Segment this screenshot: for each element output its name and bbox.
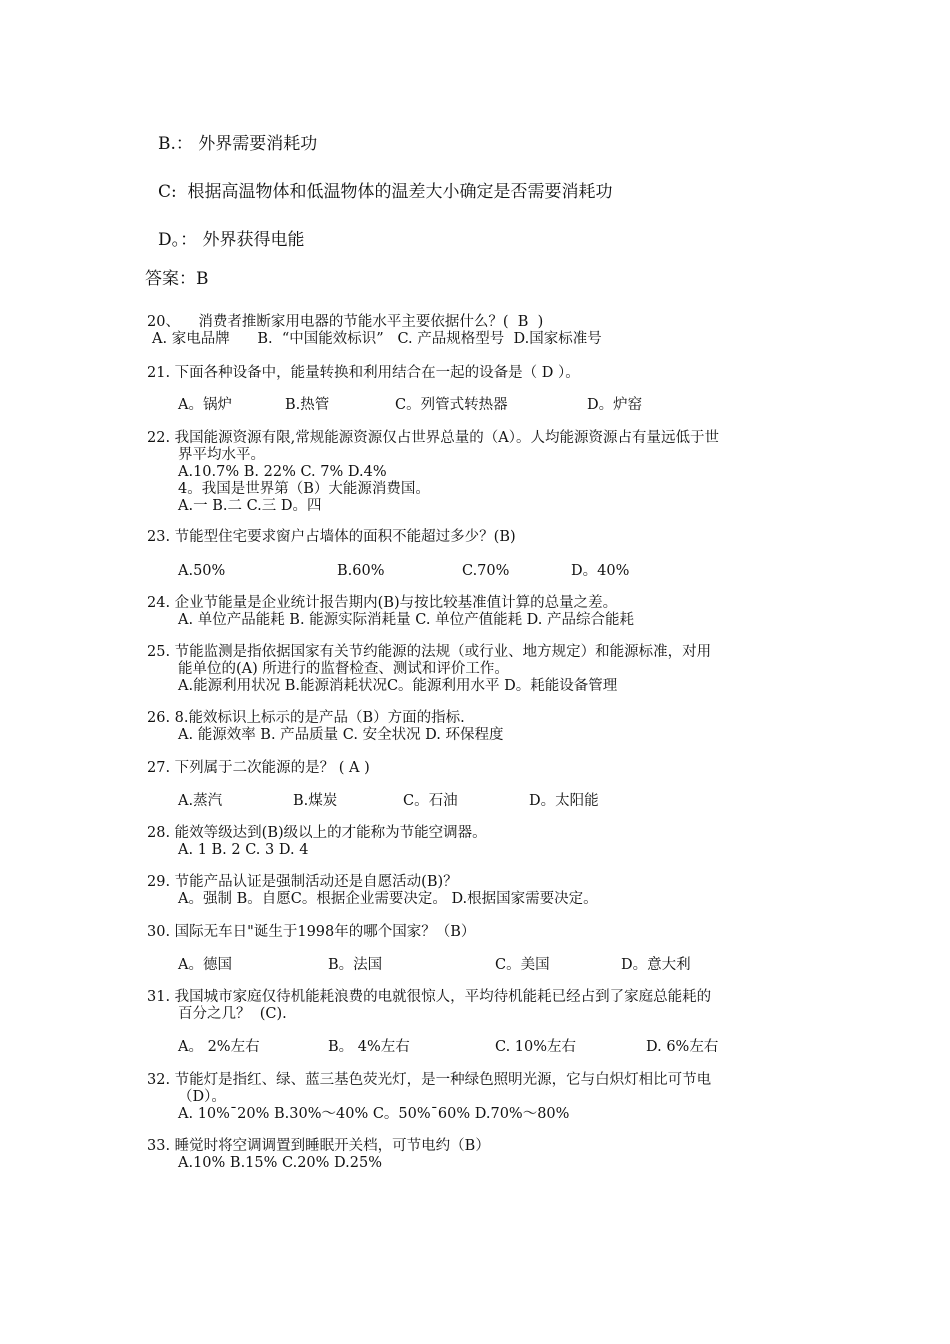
q33-options: A.10% B.15% C.20% D.25% bbox=[178, 1155, 382, 1171]
q23-option-c: C.70% bbox=[462, 563, 510, 579]
q31-stem-line1: 31. 我国城市家庭仅待机能耗浪费的电就很惊人，平均待机能耗已经占到了家庭总能耗的 bbox=[147, 989, 712, 1005]
q31-stem-line2: 百分之几？ (C). bbox=[178, 1006, 287, 1022]
q31-option-a: A。 2%左右 bbox=[178, 1039, 260, 1055]
q28-stem: 28. 能效等级达到(B)级以上的才能称为节能空调器。 bbox=[147, 825, 487, 841]
q23-option-b: B.60% bbox=[337, 563, 385, 579]
q23-option-d: D。40% bbox=[571, 563, 630, 579]
q29-options: A。强制 B。自愿C。根据企业需要决定。 D.根据国家需要决定。 bbox=[178, 891, 598, 907]
q24-stem: 24. 企业节能量是企业统计报告期内(B)与按比较基准值计算的总量之差。 bbox=[147, 595, 618, 611]
q25-stem-line1: 25. 节能监测是指依据国家有关节约能源的法规（或行业、地方规定）和能源标准，对用 bbox=[147, 644, 712, 660]
q30-stem: 30. 国际无车日"诞生于1998年的哪个国家？（B） bbox=[147, 924, 476, 940]
q21-option-b: B.热管 bbox=[285, 397, 330, 413]
q32-options: A. 10%¯20% B.30%～40% C。50%¯60% D.70%～80% bbox=[178, 1106, 570, 1122]
prev-option-b: B.： 外界需要消耗功 bbox=[158, 134, 318, 154]
q22-stem-line2: 界平均水平。 bbox=[178, 447, 265, 463]
q24-options: A. 单位产品能耗 B. 能源实际消耗量 C. 单位产值能耗 D. 产品综合能耗 bbox=[178, 612, 635, 628]
q30-option-b: B。法国 bbox=[328, 957, 383, 973]
q27-option-c: C。石油 bbox=[403, 793, 458, 809]
q30-option-c: C。美国 bbox=[495, 957, 550, 973]
q31-option-b: B。 4%左右 bbox=[328, 1039, 410, 1055]
q32-stem-line1: 32. 节能灯是指红、绿、蓝三基色荧光灯，是一种绿色照明光源，它与白炽灯相比可节电 bbox=[147, 1072, 712, 1088]
q20-options: A. 家电品牌 B. “中国能效标识” C. 产品规格型号 D.国家标准号 bbox=[152, 331, 602, 347]
q27-stem: 27. 下列属于二次能源的是？ ( A ) bbox=[147, 760, 370, 776]
q30-option-d: D。意大利 bbox=[621, 957, 691, 973]
q29-stem: 29. 节能产品认证是强制活动还是自愿活动(B)？ bbox=[147, 874, 458, 890]
q31-option-d: D. 6%左右 bbox=[646, 1039, 719, 1055]
q26-stem: 26. 8.能效标识上标示的是产品（B）方面的指标. bbox=[147, 710, 465, 726]
q23-stem: 23. 节能型住宅要求窗户占墙体的面积不能超过多少？(B) bbox=[147, 529, 516, 545]
q22-options: A.10.7% B. 22% C. 7% D.4% bbox=[178, 464, 387, 480]
q20-stem: 20、 消费者推断家用电器的节能水平主要依据什么？( B ) bbox=[147, 314, 544, 330]
q23-option-a: A.50% bbox=[178, 563, 226, 579]
prev-option-d: D。： 外界获得电能 bbox=[158, 230, 305, 250]
q33-stem: 33. 睡觉时将空调调置到睡眠开关档，可节电约（B） bbox=[147, 1138, 490, 1154]
prev-answer: 答案：B bbox=[145, 269, 209, 289]
prev-option-c: C: 根据高温物体和低温物体的温差大小确定是否需要消耗功 bbox=[158, 182, 613, 202]
q22-sub-stem: 4。我国是世界第（B）大能源消费国。 bbox=[178, 481, 430, 497]
q27-option-b: B.煤炭 bbox=[293, 793, 338, 809]
q22-sub-options: A.一 B.二 C.三 D。四 bbox=[178, 498, 322, 514]
q30-option-a: A。德国 bbox=[178, 957, 232, 973]
q21-stem: 21. 下面各种设备中，能量转换和利用结合在一起的设备是（ D ）。 bbox=[147, 365, 580, 381]
q32-stem-line2: （D）。 bbox=[178, 1089, 226, 1105]
q25-options: A.能源利用状况 B.能源消耗状况C。能源利用水平 D。耗能设备管理 bbox=[178, 678, 618, 694]
q31-option-c: C. 10%左右 bbox=[495, 1039, 577, 1055]
q21-option-a: A。锅炉 bbox=[178, 397, 232, 413]
q21-option-d: D。炉窑 bbox=[587, 397, 643, 413]
q21-option-c: C。列管式转热器 bbox=[395, 397, 508, 413]
q22-stem-line1: 22. 我国能源资源有限,常规能源资源仅占世界总量的（A）。人均能源资源占有量远低于世 bbox=[147, 430, 719, 446]
q26-options: A. 能源效率 B. 产品质量 C. 安全状况 D. 环保程度 bbox=[178, 727, 504, 743]
q25-stem-line2: 能单位的(A) 所进行的监督检查、测试和评价工作。 bbox=[178, 661, 509, 677]
q28-options: A. 1 B. 2 C. 3 D. 4 bbox=[178, 842, 309, 858]
q27-option-a: A.蒸汽 bbox=[178, 793, 223, 809]
q27-option-d: D。太阳能 bbox=[529, 793, 599, 809]
